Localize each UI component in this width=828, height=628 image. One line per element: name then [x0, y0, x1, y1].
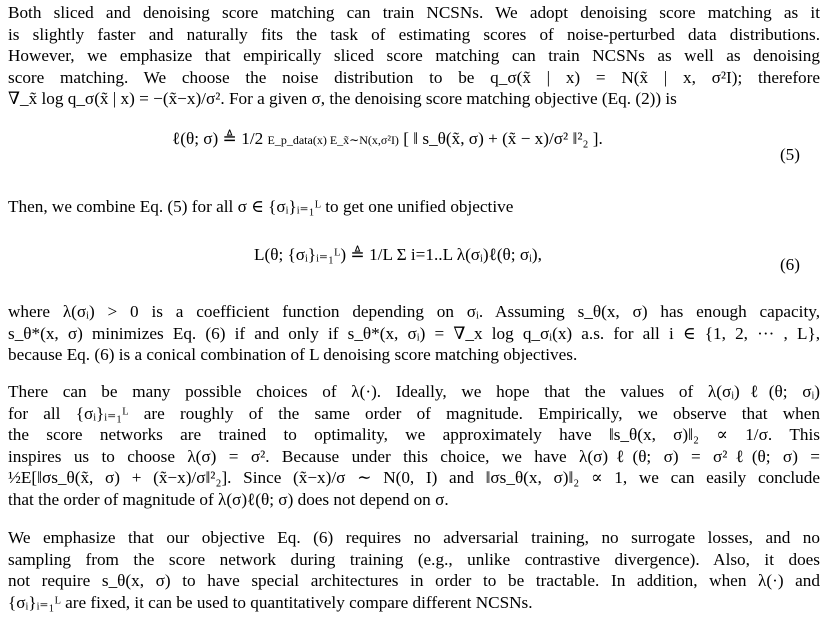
p4-line-4: inspires us to choose λ(σ) = σ². Because under this choice, we have λ(σ)ℓ(θ; σ) = σ²ℓ(θ; σ) = [8, 446, 820, 466]
paragraph-2 [8, 196, 820, 218]
equation-5-body [172, 128, 603, 152]
p1-line-2: is slightly faster and naturally fits the task of estimating scores of noise-perturbed data distributions. [8, 24, 820, 44]
p5-line-4: {σᵢ}ᵢ₌₁ᴸ are fixed, it can be used to quantitatively compare different NCSNs. [8, 592, 533, 612]
eq6-body: λ(σᵢ)ℓ(θ; σᵢ), [456, 245, 542, 264]
p4-line-1: There can be many possible choices of λ(·). Ideally, we hope that the values of λ(σᵢ)ℓ(θ; σᵢ) [8, 382, 820, 401]
p4-line-6: that the order of magnitude of λ(σ)ℓ(θ; σ) does not depend on σ. [8, 489, 449, 509]
p1-line-1: Both sliced and denoising score matching can train NCSNs. We adopt denoising score matching as it [8, 3, 820, 22]
eq5-lhs: ℓ(θ; σ) ≜ [172, 129, 237, 148]
eq5-expectation: E_p_data(x) E_x̃∼N(x,σ²I) [267, 133, 399, 147]
p1-line-3: However, we emphasize that empirically sliced score matching can train NCSNs as well as denoising [8, 46, 820, 66]
paragraph-4 [8, 381, 820, 511]
paragraph-3 [8, 301, 820, 366]
eq6-coef: 1/L [369, 245, 393, 264]
paragraph-5 [8, 527, 820, 613]
p3-line-3: because Eq. (6) is a conical combination of L denoising score matching objectives. [8, 345, 578, 365]
p5-line-3: not require s_θ(x, σ) to have special architectures in order to be tractable. In addition, when λ(·) and [8, 571, 820, 591]
p3-line-2: s_θ*(x, σ) minimizes Eq. (6) if and only if s_θ*(x, σᵢ) = ∇_x log q_σᵢ(x) a.s. for all i ∈ {1, 2, ··· , L}, [8, 323, 820, 343]
equation-5-number: (5) [779, 145, 800, 164]
p5-line-2: sampling from the score network during training (e.g., unlike contrastive divergence). Also, it does [8, 549, 820, 569]
p4-line-3: the score networks are trained to optimality, we approximately have ‖s_θ(x, σ)‖₂ ∝ 1/σ. This [8, 425, 820, 445]
equation-5 [0, 128, 828, 188]
eq5-body: [ ‖ s_θ(x̃, σ) + (x̃ − x)/σ² ‖²₂ ]. [403, 129, 603, 148]
equation-6 [0, 232, 828, 292]
eq6-lhs: L(θ; {σᵢ}ᵢ₌₁ᴸ) ≜ [254, 245, 365, 264]
equation-6-number: (6) [779, 255, 800, 274]
paragraph-1 [8, 2, 820, 110]
p4-line-5: ½E[‖σs_θ(x̃, σ) + (x̃−x)/σ‖²₂]. Since (x̃−x)/σ ∼ N(0, I) and ‖σs_θ(x, σ)‖₂ ∝ 1, we can easily conclude [8, 468, 820, 488]
eq6-sum: Σ i=1..L [396, 245, 453, 264]
p3-line-1: where λ(σᵢ) > 0 is a coefficient function depending on σᵢ. Assuming s_θ(x, σ) has enough capacity, [8, 302, 820, 321]
p1-line-4: score matching. We choose the noise distribution to be q_σ(x̃ | x) = N(x̃ | x, σ²I); therefore [8, 67, 820, 87]
equation-6-body [254, 244, 542, 266]
p1-line-5: ∇_x̃ log q_σ(x̃ | x) = −(x̃−x)/σ². For a given σ, the denoising score matching objective (Eq. (2)) is [8, 89, 677, 109]
p5-line-1: We emphasize that our objective Eq. (6) requires no adversarial training, no surrogate losses, and no [8, 528, 820, 547]
eq5-coef: 1/2 [241, 129, 264, 148]
p4-line-2: for all {σᵢ}ᵢ₌₁ᴸ are roughly of the same order of magnitude. Empirically, we observe that when [8, 403, 820, 423]
p2-line-1: Then, we combine Eq. (5) for all σ ∈ {σᵢ}ᵢ₌₁ᴸ to get one unified objective [8, 197, 514, 216]
